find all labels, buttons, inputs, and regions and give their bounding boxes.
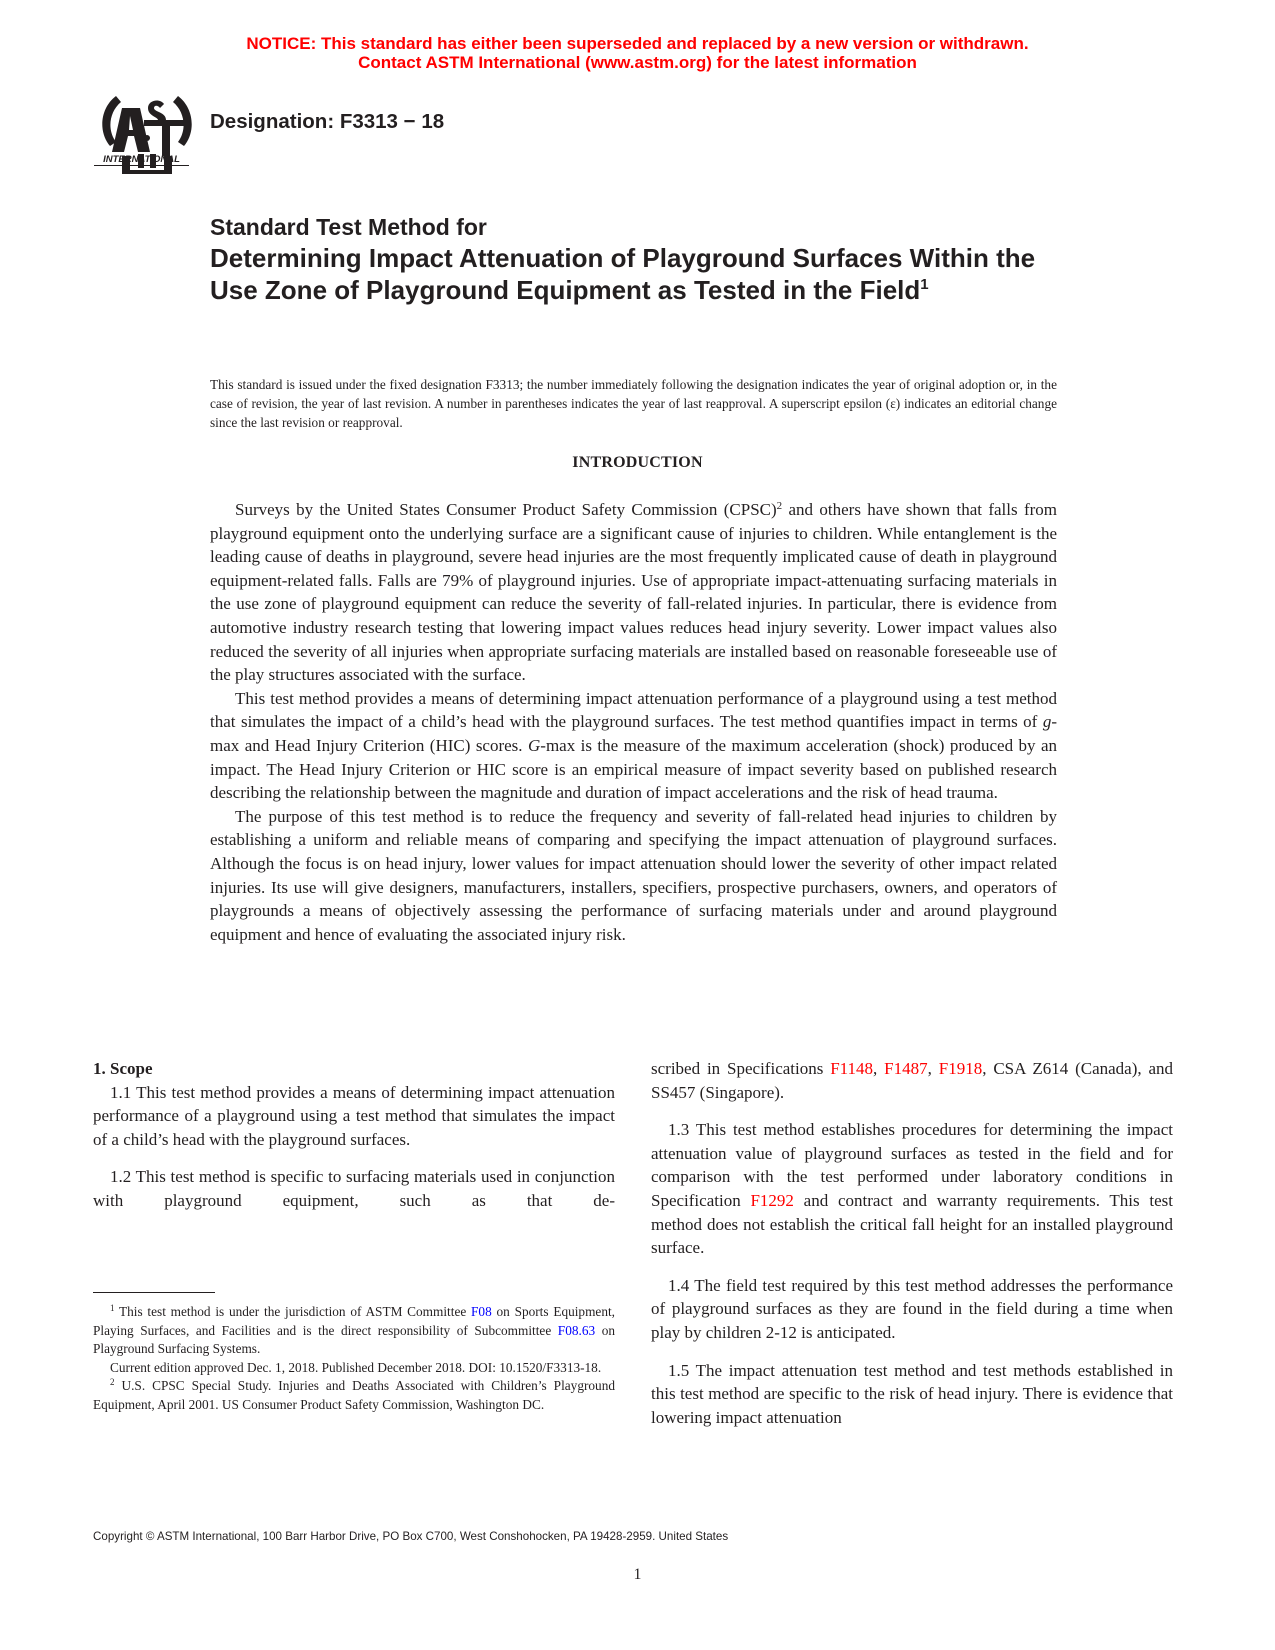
introduction-heading: INTRODUCTION [572,454,703,471]
spec-link-f1148[interactable]: F1148 [830,1059,874,1078]
title-main-text: Determining Impact Attenuation of Playground Surfaces Within the Use Zone of Playground Equipment as Tested in the Field [210,243,1036,305]
intro-paragraph: Surveys by the United States Consumer Product Safety Commission (CPSC)$^2$ and others have shown that falls from playground equipment onto the underlying surface are a significant cause of injuries to children. While entanglement is the leading cause of deaths in playground, severe head injuries are the most frequently implicated cause of death in playground equipment-related falls. Falls are 79% of playground injuries. Use of appropriate impact-attenuating surfacing materials in the use zone of playground equipment can reduce the severity of fall-related injuries. In particular, there is evidence from automotive industry research testing that lowering impact values reduces head injury severity. Lower impact values also reduced the severity of all injuries when appropriate surfacing materials are installed based on reasonable foreseeable use of the play structures associated with the surface. [210,500,1057,685]
footnote-1: $^1$ This test method is under the jurisdiction of ASTM Committee F08 on Sports Equipment, Playing Surfaces, and Facilities and is the direct responsibility of Subcommittee F08.63 on Playground Surfacing Systems. [93,1303,615,1357]
designation: Designation: F3313 − 18 [210,110,445,133]
document-title [210,212,1040,306]
title-main [210,242,1040,306]
committee-link[interactable]: F08 [471,1304,492,1319]
title-footnote-ref[interactable]: 1 [920,276,929,293]
subcommittee-link[interactable]: F08.63 [557,1322,596,1338]
withdrawal-notice [0,34,1275,72]
scope-1-2: 1.2 This test method is specific to surfacing materials used in conjunction with playground equipment, such as that de- [93,1167,615,1210]
spec-link-f1918[interactable]: F1918 [938,1059,983,1078]
right-column [651,1059,1174,1443]
scope-1-3: 1.3 This test method establishes procedures for determining the impact attenuation value of playground surfaces as tested in the field and for comparison with the test performed under laboratory conditions in Specification F1292 and contract and warranty requirements. This test method does not establish the critical fall height for an installed playground surface. [651,1120,1173,1258]
footnote-divider [93,1292,215,1293]
intro-paragraph: The purpose of this test method is to reduce the frequency and severity of fall-related head injuries to children by establishing a uniform and reliable means of comparing and specifying the impact attenuation of playground surfaces. Although the focus is on head injury, lower values for impact attenuation should lower the severity of other impact related injuries. Its use will give designers, manufacturers, installers, specifiers, prospective purchasers, owners, and operators of playgrounds a means of objectively assessing the performance of surfacing materials under and around playground equipment and hence of evaluating the associated injury risk. [210,806,1057,944]
footnotes [93,1303,615,1415]
scope-1-4: 1.4 The field test required by this test method addresses the performance of playground surfaces as they are found in the field during a time when play by children 2-12 is anticipated. [651,1275,1173,1342]
logo-text: INTERNATIONAL [94,154,189,166]
section-heading-scope: 1. Scope [93,1059,153,1078]
title-line-1: Standard Test Method for [210,214,487,240]
astm-logo [94,86,200,178]
spec-link-f1487[interactable]: F1487 [884,1059,928,1078]
intro-paragraph: This test method provides a means of determining impact attenuation performance of a playground using a test method that simulates the impact of a child’s head with the playground surfaces. The test method quantifies impact in terms of g-max and Head Injury Criterion (HIC) scores. G-max is the measure of the maximum acceleration (shock) produced by an impact. The Head Injury Criterion or HIC score is an empirical measure of impact severity based on published research describing the relationship between the magnitude and duration of impact accelerations and the risk of head trauma. [210,688,1057,803]
notice-line-1: NOTICE: This standard has either been superseded and replaced by a new version or withdrawn. [246,34,1029,53]
footnote-2: $^2$ U.S. CPSC Special Study. Injuries and Deaths Associated with Children’s Playground Equipment, April 2001. US Consumer Product Safety Commission, Washington DC. [93,1377,615,1412]
scope-1-1: 1.1 This test method provides a means of determining impact attenuation performance of a playground using a test method that simulates the impact of a child’s head with the playground surfaces. [93,1082,615,1149]
copyright: Copyright © ASTM International, 100 Barr Harbor Drive, PO Box C700, West Conshohocken, PA 19428-2959. United States [93,1530,729,1543]
footnote-ref-2[interactable]: 2 [776,500,783,512]
edition-note: Current edition approved Dec. 1, 2018. Published December 2018. DOI: 10.1520/F3313-18. [110,1359,602,1375]
introduction-body [210,498,1057,946]
issue-note: This standard is issued under the fixed designation F3313; the number immediately following the designation indicates the year of original adoption or, in the case of revision, the year of last revision. A number in parentheses indicates the year of last reapproval. A superscript epsilon (ε) indicates an editorial change since the last revision or reapproval. [210,377,1057,430]
notice-line-2: Contact ASTM International (www.astm.org) for the latest information [358,53,917,72]
scope-1-5: 1.5 The impact attenuation test method and test methods established in this test method are specific to the risk of head injury. There is evidence that lowering impact attenuation [651,1360,1173,1427]
scope-1-2-continued: scribed in Specifications F1148, F1487, F1918, CSA Z614 (Canada), and SS457 (Singapore). [651,1059,1174,1102]
spec-link-f1292[interactable]: F1292 [750,1190,794,1210]
left-column [93,1059,615,1227]
page-number: 1 [633,1566,642,1583]
